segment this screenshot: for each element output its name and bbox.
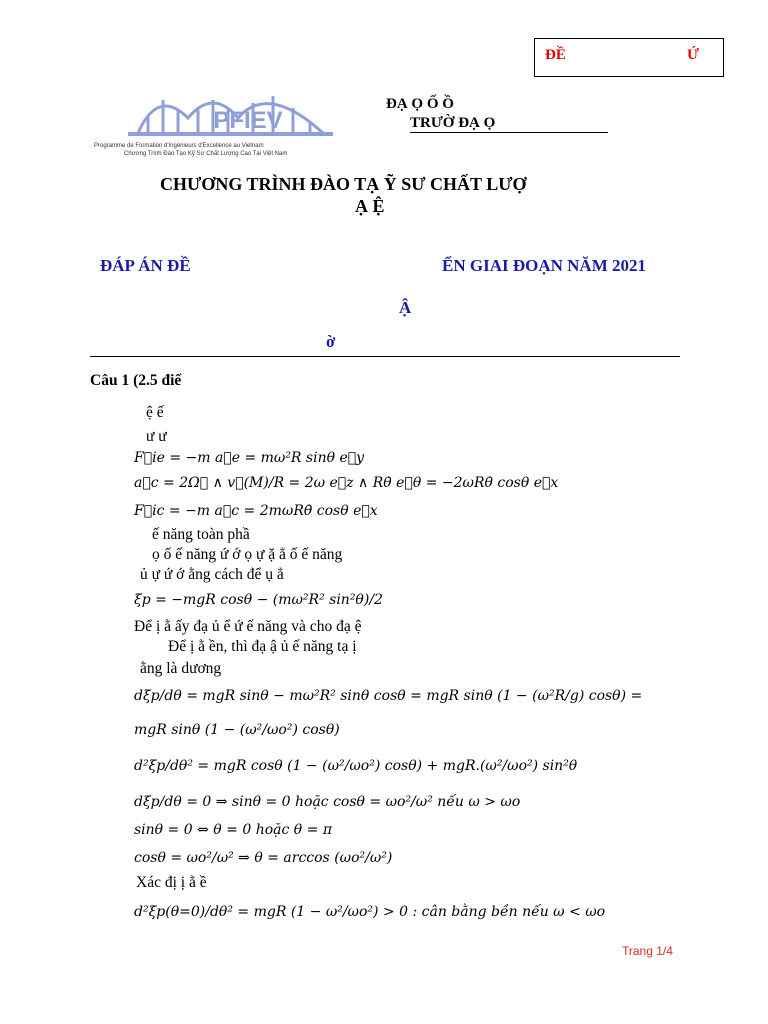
- svg-text:PFIEV: PFIEV: [213, 107, 283, 134]
- page-number: Trang 1/4: [622, 944, 673, 958]
- svg-text:Programme de Formation d'Ingén: Programme de Formation d'Ingénieurs d'Excellence au Vietnam: [94, 143, 264, 149]
- exam-code-box: [534, 38, 724, 77]
- formula-line: F⃗ie = −m a⃗e = mω²R sinθ e⃗y: [134, 450, 365, 466]
- school-name: TRƯỜ ĐẠ Ọ: [410, 115, 608, 133]
- formula-line: d²ξp(θ=0)/dθ² = mgR (1 − ω²/ωo²) > 0 : cân bằng bền nếu ω < ωo: [134, 904, 606, 920]
- bridge-logo-icon: [88, 78, 348, 160]
- formula-line: d²ξp/dθ² = mgR cosθ (1 − (ω²/ωo²) cosθ) + mgR.(ω²/ωo²) sin²θ: [134, 758, 578, 774]
- text-line: ư ư: [146, 428, 167, 445]
- text-line: ệ ế: [146, 404, 164, 421]
- pfiev-logo: [88, 78, 348, 160]
- question-heading: Câu 1 (2.5 điể: [90, 372, 182, 389]
- program-subtitle: Ạ Ệ: [355, 196, 385, 216]
- subject-name: Ậ: [399, 298, 412, 317]
- formula-line: dξp/dθ = 0 ⇒ sinθ = 0 hoặc cosθ = ωo²/ω² nếu ω > ωo: [134, 794, 521, 810]
- exam-duration: ờ: [326, 332, 336, 351]
- text-line: ằng là dương: [140, 660, 222, 677]
- text-line: Để ị ằ ấy đạ ủ ể ứ ế năng và cho đạ ệ: [134, 618, 362, 635]
- formula-line: ξp = −mgR cosθ − (mω²R² sin²θ)/2: [134, 592, 383, 608]
- answer-key-label: ĐÁP ÁN ĐỀ: [100, 256, 191, 275]
- formula-line: cosθ = ωo²/ω² ⇒ θ = arccos (ωo²/ω²): [134, 850, 393, 866]
- formula-line: mgR sinθ (1 − (ω²/ωo²) cosθ): [134, 722, 340, 738]
- university-name: ĐẠ Ọ Ố Ồ: [386, 96, 454, 112]
- text-line: ủ ự ứ ớ ằng cách để ụ ẳ: [140, 566, 284, 583]
- formula-line: F⃗ic = −m a⃗c = 2mωRθ̇ cosθ e⃗x: [134, 503, 378, 519]
- text-line: ế năng toàn phầ: [152, 526, 250, 543]
- exam-period: ỂN GIAI ĐOẠN NĂM 2021: [442, 256, 646, 275]
- formula-line: a⃗c = 2Ω⃗ ∧ v⃗(M)/R = 2ω e⃗z ∧ Rθ̇ e⃗θ = −2ωRθ̇ cosθ e⃗x: [134, 475, 559, 491]
- formula-line: sinθ = 0 ⇔ θ = 0 hoặc θ = π: [134, 822, 333, 838]
- exam-code-label: ĐỀ: [545, 47, 566, 63]
- formula-line: dξp/dθ = mgR sinθ − mω²R² sinθ cosθ = mgR sinθ (1 − (ω²R/g) cosθ) =: [134, 688, 643, 704]
- header-divider: [90, 356, 680, 357]
- program-title: CHƯƠNG TRÌNH ĐÀO TẠ Ỹ SƯ CHẤT LƯỢ: [160, 174, 527, 194]
- text-line: Xác đị ị ằ ề: [136, 874, 207, 891]
- svg-text:Chương Trình Đào Tạo Kỹ Sư Chấ: Chương Trình Đào Tạo Kỹ Sư Chất Lượng Cao Tại Việt Nam: [124, 151, 288, 157]
- text-line: Để ị ằ ền, thì đạ ậ ủ ế năng tạ ị: [168, 638, 357, 655]
- exam-code-suffix: Ứ: [687, 47, 699, 63]
- text-line: ọ ố ế năng ứ ớ ọ ự ặ ẳ ố ế năng: [152, 546, 343, 563]
